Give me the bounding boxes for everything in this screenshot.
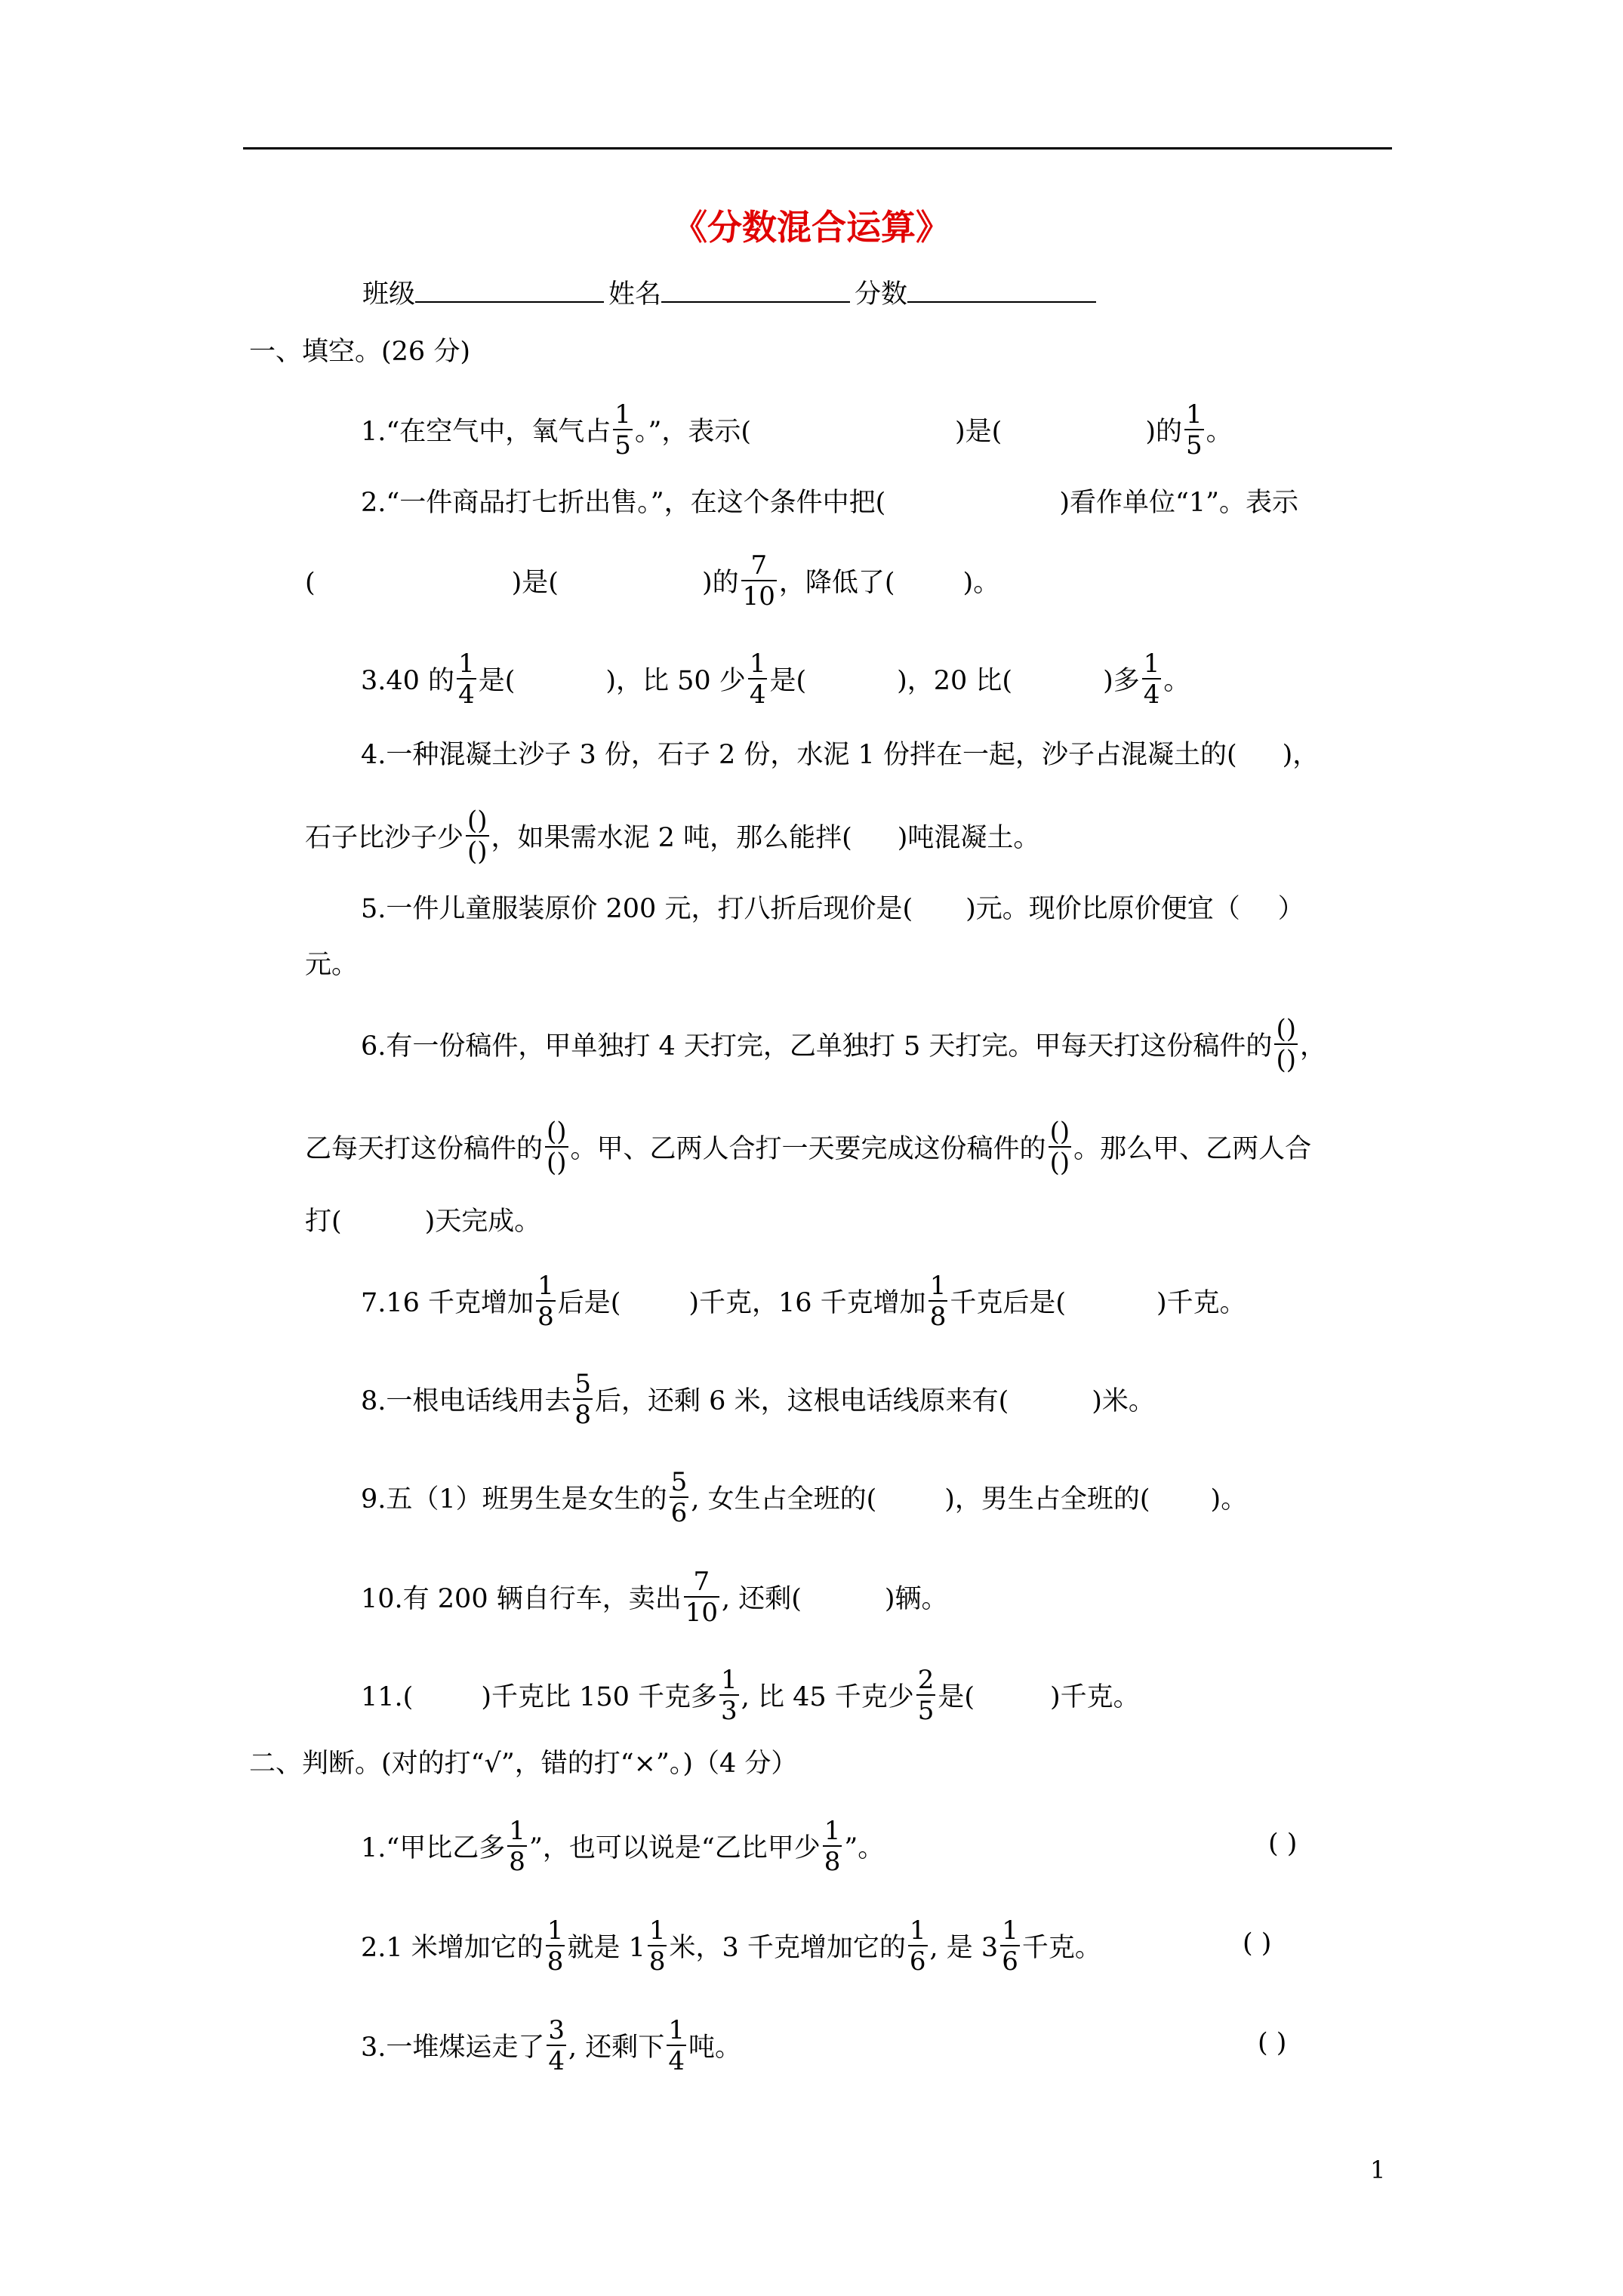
section2-heading: 二、判断。(对的打“√”，错的打“×”。)（4 分） [249, 1749, 798, 1779]
fraction: $\frac{1}{5}$ [1185, 399, 1203, 461]
question-1-6-cont: 乙每天打这份稿件的 $\frac{()}{()}$ 。甲、乙两人合打一天要完成这份稿件的 $\frac{()}{()}$ 。那么甲、乙两人合 [305, 1117, 1312, 1178]
fraction: $\frac{5}{8}$ [574, 1369, 592, 1430]
fraction: $\frac{()}{()}$ [547, 1117, 567, 1178]
question-1-5: 5.一件儿童服装原价 200 元，打八折后现价是( )元。现价比原价便宜（ ） [361, 894, 1304, 924]
judge-question-1: 1.“甲比乙多 $\frac{1}{8}$ ”，也可以说是“乙比甲少 $\frac{1}{8}$ ”。 [361, 1816, 885, 1877]
fraction: $\frac{5}{6}$ [670, 1467, 688, 1528]
fraction: $\frac{()}{()}$ [467, 806, 488, 867]
question-1-1: 1.“在空气中，氧气占 $\frac{1}{5}$ 。”，表示( )是( )的 $\frac{1}{5}$ 。 [361, 399, 1233, 461]
score-blank[interactable] [907, 274, 1096, 303]
student-info-line [362, 273, 1101, 311]
judge-answer-2[interactable]: ( ) [1243, 1928, 1272, 1959]
fraction: $\frac{1}{3}$ [721, 1665, 738, 1726]
fraction: $\frac{1}{4}$ [1143, 649, 1160, 710]
question-1-4: 4.一种混凝土沙子 3 份，石子 2 份，水泥 1 份拌在一起，沙子占混凝土的( )， [361, 740, 1320, 770]
name-label: 姓名 [608, 279, 662, 310]
fraction: $\frac{1}{8}$ [509, 1816, 525, 1877]
page-title: 《分数混合运算》 [673, 207, 950, 248]
question-1-2-cont: ( )是( )的 $\frac{7}{10}$ ，降低了( )。 [305, 550, 1000, 612]
fraction: $\frac{1}{5}$ [614, 399, 631, 461]
question-1-2: 2.“一件商品打七折出售。”，在这个条件中把( )看作单位“1”。表示 [361, 488, 1299, 518]
top-rule [243, 147, 1392, 149]
question-1-4-cont: 石子比沙子少 $\frac{()}{()}$ ，如果需水泥 2 吨，那么能拌( )吨混凝土。 [305, 806, 1040, 867]
fraction: $\frac{2}{5}$ [917, 1665, 935, 1726]
judge-question-2: 2.1 米增加它的 $\frac{1}{8}$ 就是 1 $\frac{1}{8}$ 米，3 千克增加它的 $\frac{1}{6}$ , 是 3 $\frac{1}{6}$ 千克。 [361, 1915, 1101, 1977]
question-1-6: 6.有一份稿件，甲单独打 4 天打完，乙单独打 5 天打完。甲每天打这份稿件的 $\frac{()}{()}$ ， [361, 1014, 1326, 1075]
fraction: $\frac{1}{4}$ [749, 649, 766, 710]
class-label: 班级 [362, 279, 416, 310]
fraction: $\frac{1}{8}$ [648, 1915, 666, 1977]
fraction: $\frac{1}{8}$ [824, 1816, 841, 1877]
fraction: $\frac{1}{4}$ [668, 2015, 685, 2076]
judge-answer-1[interactable]: ( ) [1268, 1829, 1298, 1859]
judge-answer-3[interactable]: ( ) [1258, 2028, 1287, 2058]
score-label: 分数 [855, 279, 908, 310]
fraction: $\frac{7}{10}$ [742, 550, 775, 612]
section1-heading: 一、填空。(26 分) [249, 337, 470, 367]
question-1-11: 11.( )千克比 150 千克多 $\frac{1}{3}$ , 比 45 千克少 $\frac{2}{5}$ 是( )千克。 [361, 1665, 1140, 1726]
question-1-7: 7.16 千克增加 $\frac{1}{8}$ 后是( )千克，16 千克增加 $\frac{1}{8}$ 千克后是( )千克。 [361, 1271, 1246, 1332]
fraction: $\frac{1}{8}$ [547, 1915, 564, 1977]
question-1-9: 9.五（1）班男生是女生的 $\frac{5}{6}$ , 女生占全班的( )，男生占全班的( )。 [361, 1467, 1248, 1528]
fraction: $\frac{()}{()}$ [1049, 1117, 1070, 1178]
fraction: $\frac{1}{6}$ [1002, 1915, 1018, 1977]
name-blank[interactable] [661, 274, 850, 303]
page-number: 1 [1370, 2156, 1386, 2184]
fraction: $\frac{1}{8}$ [537, 1271, 554, 1332]
fraction: $\frac{7}{10}$ [685, 1567, 718, 1628]
question-1-6-cont2: 打( )天完成。 [305, 1207, 541, 1237]
fraction: $\frac{3}{4}$ [548, 2015, 565, 2076]
fraction: $\frac{1}{8}$ [929, 1271, 947, 1332]
fraction: $\frac{1}{4}$ [458, 649, 475, 710]
class-blank[interactable] [415, 274, 604, 303]
question-1-3: 3.40 的 $\frac{1}{4}$ 是( )，比 50 少 $\frac{1}{4}$ 是( )，20 比( )多 $\frac{1}{4}$ 。 [361, 649, 1190, 710]
fraction: $\frac{1}{6}$ [909, 1915, 926, 1977]
question-1-10: 10.有 200 辆自行车，卖出 $\frac{7}{10}$ , 还剩( )辆。 [361, 1567, 948, 1628]
judge-question-3: 3.一堆煤运走了 $\frac{3}{4}$ , 还剩下 $\frac{1}{4}$ 吨。 [361, 2015, 741, 2076]
question-1-8: 8.一根电话线用去 $\frac{5}{8}$ 后，还剩 6 米，这根电话线原来有( )米。 [361, 1369, 1155, 1430]
fraction: $\frac{()}{()}$ [1276, 1014, 1296, 1075]
question-1-5-cont: 元。 [305, 950, 359, 980]
